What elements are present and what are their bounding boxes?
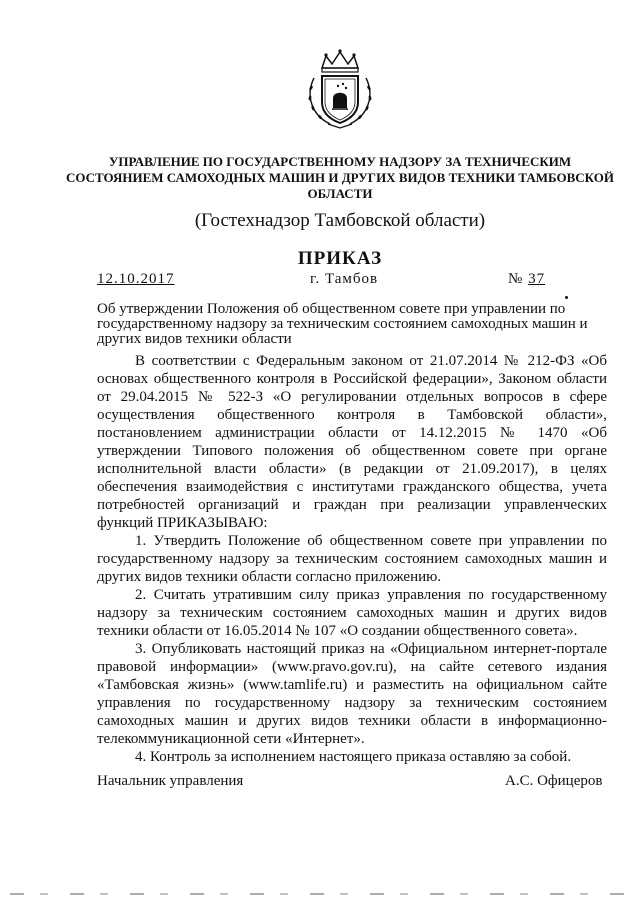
order-item-4: 4. Контроль за исполнением настоящего приказа оставляю за собой. xyxy=(135,749,572,765)
order-number xyxy=(508,271,545,288)
agency-name: УПРАВЛЕНИЕ ПО ГОСУДАРСТВЕННОМУ НАДЗОРУ ЗА ТЕХНИЧЕСКИМ СОСТОЯНИЕМ САМОХОДНЫХ МАШИН И ДРУГИХ ВИДОВ ТЕХНИКИ ТАМБОВСКОЙ ОБЛАСТИ xyxy=(65,154,615,201)
signatory-name: А.С. Офицеров xyxy=(505,773,603,789)
order-city: г. Тамбов xyxy=(310,271,379,287)
order-number-value: 37 xyxy=(528,271,546,287)
stray-mark xyxy=(565,296,568,299)
order-number-prefix: № xyxy=(508,271,524,287)
document-type-title: ПРИКАЗ xyxy=(297,248,383,269)
order-date: 12.10.2017 xyxy=(97,271,175,287)
order-body xyxy=(97,352,607,766)
preamble-paragraph: В соответствии с Федеральным законом от 21.07.2014 № 212-ФЗ «Об основах общественного контроля в Российской федерации», Законом области от 29.04.2015 № 522-З «О регулировании отдельных вопросов в сфере осуществления общественного контроля в Тамбовской области», постановлением администрации области от 14.12.2015 № 1470 «Об утверждении Типового положения об общественном совете при органе исполнительной власти области» (в редакции от 21.09.2017), в целях обеспечения взаимодействия с институтами гражданского общества, учета потребностей организаций и граждан при реализации управленческих функций ПРИКАЗЫВАЮ: xyxy=(97,353,607,531)
order-item-3: 3. Опубликовать настоящий приказ на «Официальном интернет-портале правовой информации» (www.pravo.gov.ru), на сайте сетевого издания «Тамбовская жизнь» (www.tamlife.ru) и разместить на официальном сайте управления по государственному надзору за техническим состоянием самоходных машин и других видов техники области в информационно-телекоммуникационной сети «Интернет». xyxy=(97,641,607,747)
order-item-1: 1. Утвердить Положение об общественном совете при управлении по государственному надзору за техническим состоянием самоходных машин и других видов техники области согласно приложению. xyxy=(97,533,607,585)
order-subject: Об утверждении Положения об общественном совете при управлении по государственному надзору за техническим состоянием самоходных машин и других видов техники области xyxy=(97,301,588,347)
agency-short-name: (Гостехнадзор Тамбовской области) xyxy=(194,210,486,231)
order-item-2: 2. Считать утратившим силу приказ управления по государственному надзору за техническим состоянием самоходных машин и других видов техники области от 16.05.2014 № 107 «О создании общественного совета». xyxy=(97,587,607,639)
scan-footer-artifact xyxy=(10,893,630,895)
tambov-coat-of-arms-icon xyxy=(300,48,380,130)
signatory-position: Начальник управления xyxy=(97,773,244,789)
